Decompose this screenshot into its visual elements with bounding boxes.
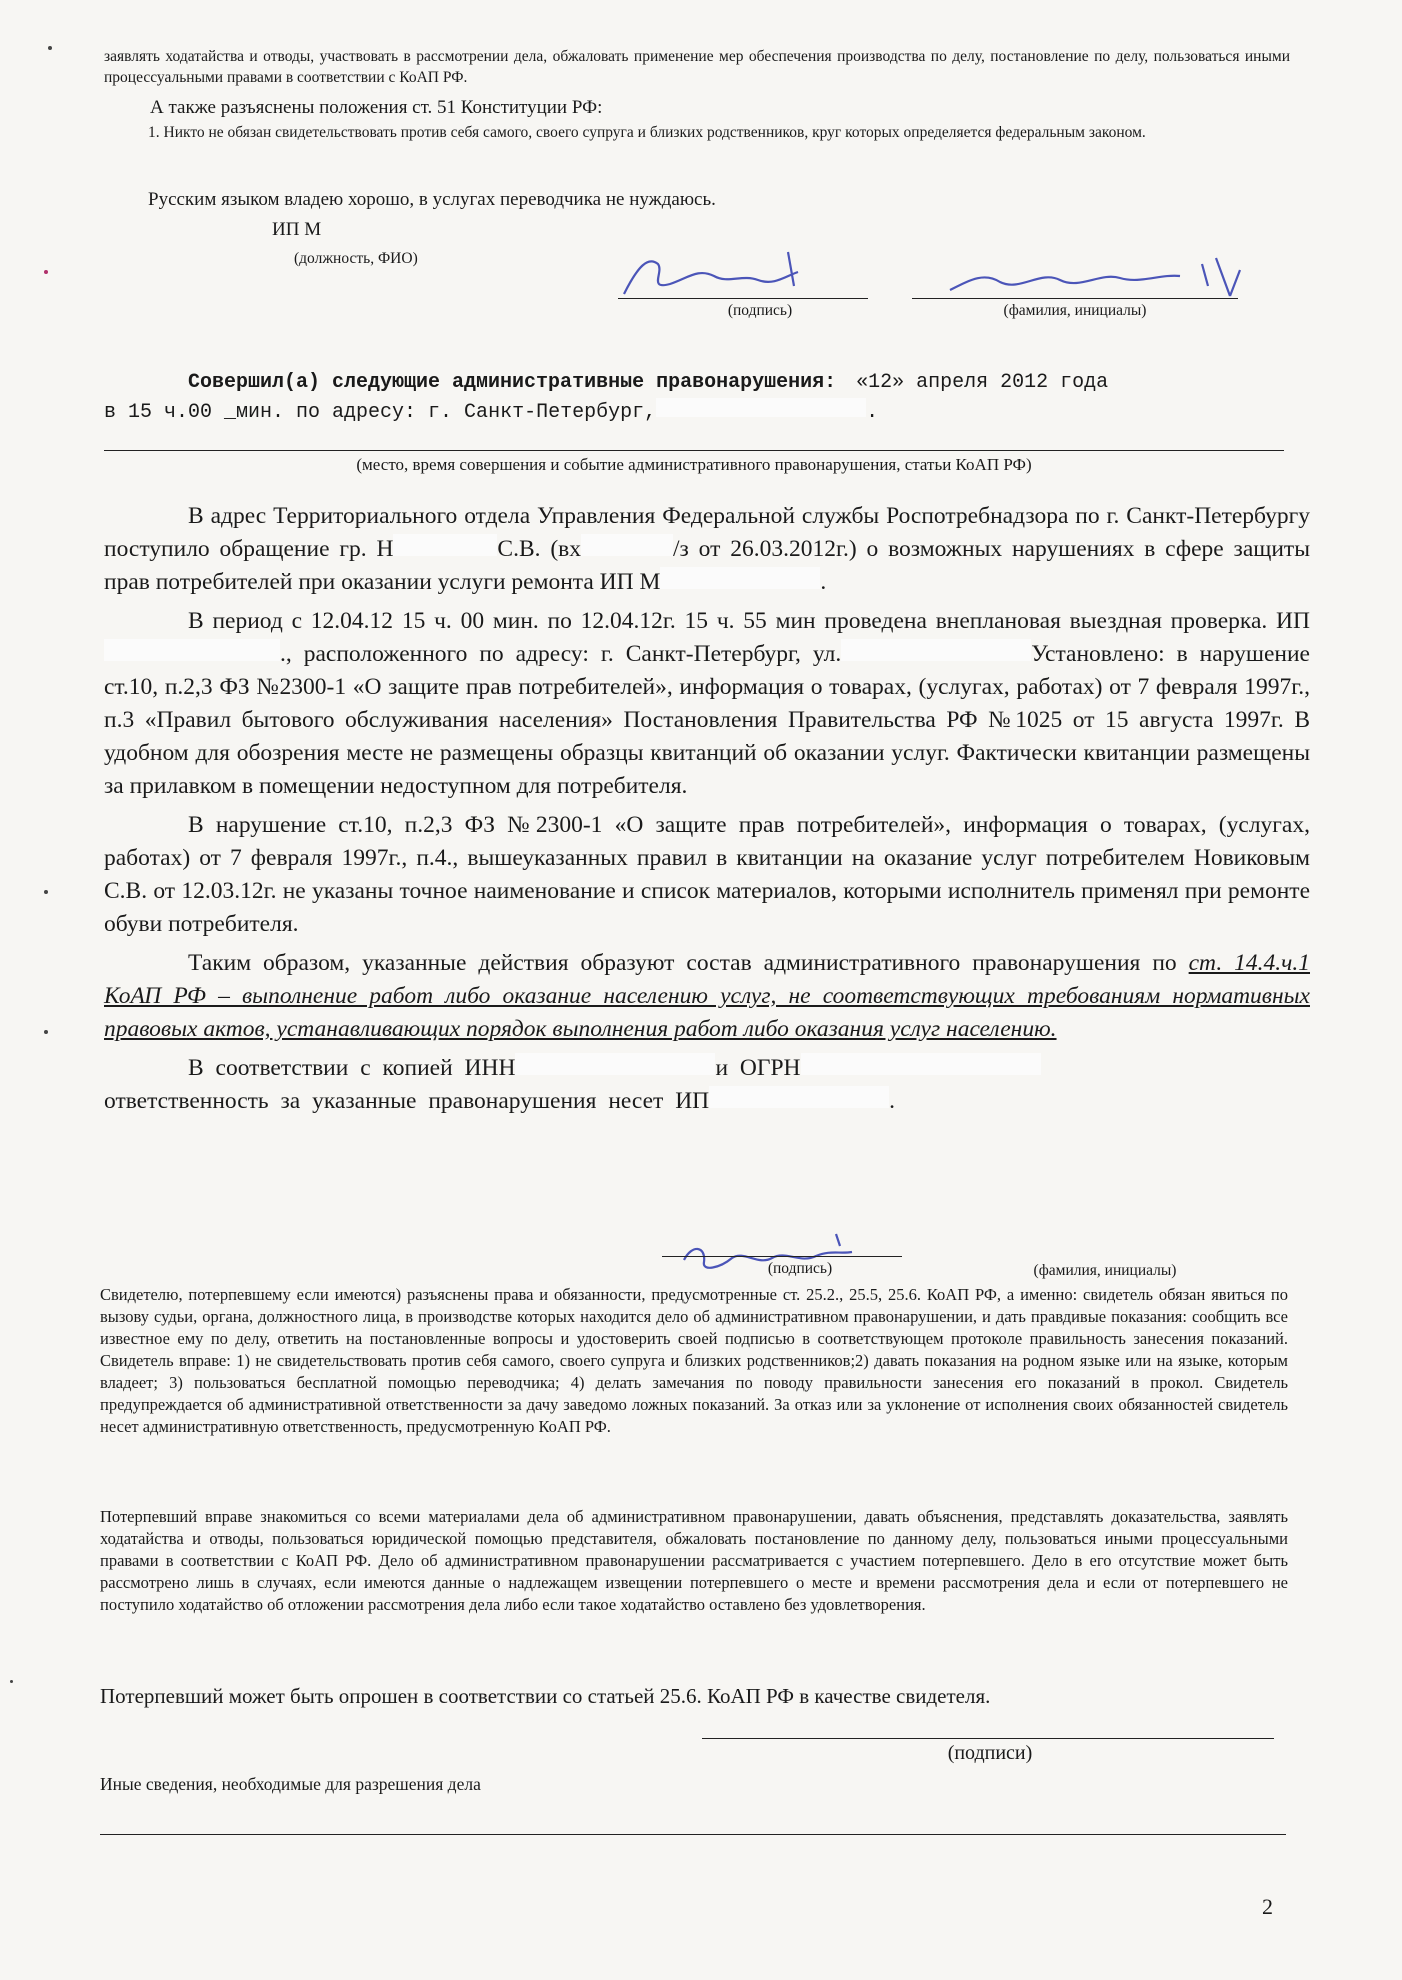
surname-caption: (фамилия, инициалы) [1003,302,1147,319]
paragraph-3: В нарушение ст.10, п.2,3 ФЗ №2300-1 «О защите прав потребителей», информация о товарах, (услугах, работах) от 7 февраля 1997г., п.4., вышеуказанных правил в квитанции на оказание услуг потребителем Новиковым С.В. от 12.03.12г. не указаны точное наименование и список материалов, которыми исполнитель применял при ремонте обуви потребителя. [104,812,1310,937]
other-info-line [100,1834,1286,1835]
redacted-block [656,398,866,417]
signature-caption: (подпись) [727,302,793,319]
offense-caption: (место, время совершения и событие административного правонарушения, статьи КоАП РФ) [356,455,1032,474]
redacted-block [581,534,673,556]
signatures-line [702,1738,1274,1739]
paragraph-5: В соответствии с копией ИНН и ОГРН ответственность за указанные правонарушения несет ИП . [104,1052,1310,1118]
signature-caption-2: (подпись) [767,1260,833,1277]
scan-speck [44,1030,48,1034]
witness-rights: Свидетелю, потерпевшему если имеются) разъяснены права и обязанности, предусмотренные ст. 25.2., 25.5, 25.6. КоАП РФ, а именно: свидетель обязан явиться по вызову судьи, органа, должностного лица, в производстве которых находится дело об административном правонарушении, и дать правдивые показания: сообщить все известное ему по делу, ответить на постановленные вопросы и удостоверить своей подписью в соответствующем протоколе правильность занесения показаний. Свидетель вправе: 1) не свидетельствовать против себя самого, своего супруга и близких родственников;2) давать показания на родном языке или на языке, которым владеет; 3) пользоваться бесплатной помощью переводчика; 4) делать замечания по поводу правильности занесения его показаний в прокол. Свидетель предупреждается об административной ответственности за дачу заведомо ложных показаний. За отказ или за уклонение от исполнения своих обязанностей свидетель несет административную ответственность, предусмотренную КоАП РФ. [100,1285,1288,1436]
paragraph-2: В период с 12.04.12 15 ч. 00 мин. по 12.04.12г. 15 ч. 55 мин проведена внеплановая выездная проверка. ИП., расположенного по адресу: г. Санкт-Петербург, ул. Установлено: в нарушение ст.10, п.2,3 ФЗ №2300-1 «О защите прав потребителей», информация о товарах, (услугах, работах) от 7 февраля 1997г., п.3 «Правил бытового обслуживания населения» Постановления Правительства РФ №1025 от 15 августа 1997г. В удобном для обозрения месте не размещены образцы квитанций об оказании услуг. Фактически квитанции размещены за прилавком в помещении недоступном для потребителя. [104,608,1310,799]
handwritten-signature [618,246,838,306]
other-info-label: Иные сведения, необходимые для разрешения дела [100,1774,481,1794]
redacted-block [660,567,820,589]
scan-speck [48,46,52,50]
paragraph-1: В адрес Территориального отдела Управления Федеральной службы Роспотребнадзора по г. Санкт-Петербургу поступило обращение гр. Н С.В. (вх /з от 26.03.2012г.) о возможных нарушениях в сфере защиты прав потребителей при оказании услуги ремонта ИП М . [104,503,1310,595]
offense-article: ст. 14.4.ч.1 КоАП РФ – выполнение работ либо оказание населению услуг, не соответствующих требованиям нормативных правовых актов, устанавливающих порядок выполнения работ либо оказания услуг населению. [104,950,1310,1042]
offense-block: Совершил(а) следующие административные правонарушения: «12» апреля 2012 года в 15 ч.00 _мин. по адресу: г. Санкт-Петербург, . [104,371,1109,424]
redacted-block [393,534,497,556]
redacted-block [104,639,280,661]
constitution-text: 1. Никто не обязан свидетельствовать против себя самого, своего супруга и близких родственников, круг которых определяется федеральным законом. [148,124,1146,141]
position-caption: (должность, ФИО) [294,250,418,267]
redacted-block [841,639,1031,661]
victim-as-witness: Потерпевший может быть опрошен в соответствии со статьей 25.6. КоАП РФ в качестве свидетеля. [100,1684,991,1708]
signature-line-2 [662,1256,902,1257]
scan-speck [44,890,48,894]
paragraph-4: Таким образом, указанные действия образуют состав административного правонарушения по ст. 14.4.ч.1 КоАП РФ – выполнение работ либо оказание населению услуг, не соответствующих требованиям нормативных правовых актов, устанавливающих порядок выполнения работ либо оказания услуг населению. [104,950,1310,1042]
surname-caption-2: (фамилия, инициалы) [1033,1262,1177,1279]
constitution-title: А также разъяснены положения ст. 51 Конституции РФ: [150,97,603,118]
ip-name: ИП М [272,219,322,240]
victim-rights: Потерпевший вправе знакомиться со всеми материалами дела об административном правонарушении, давать объяснения, представлять доказательства, заявлять ходатайства и отводы, пользоваться юридической помощью представителя, обжаловать постановление по данному делу, пользоваться иными процессуальными правами в соответствии с КоАП РФ. Дело об административном правонарушении рассматривается с участием потерпевшего. Дело в его отсутствие может быть рассмотрено лишь в случаях, если имеются данные о надлежащем извещении потерпевшего о месте и времени рассмотрения дела и если от потерпевшего не поступило ходатайство об отложении рассмотрения дела либо если такое ходатайство оставлено без удовлетворения. [100,1507,1288,1614]
main-body [104,500,1310,1118]
scan-speck [10,1680,13,1683]
offense-time-address: в 15 ч.00 _мин. по адресу: г. Санкт-Петербург, [104,401,657,424]
rights-continuation: заявлять ходатайства и отводы, участвовать в рассмотрении дела, обжаловать применение мер обеспечения производства по делу, постановление по делу, пользоваться иными процессуальными правами в соответствии с КоАП РФ. [104,48,1290,86]
page-number: 2 [1262,1894,1273,1919]
signature-line [618,298,868,299]
offense-date: «12» апреля 2012 года [856,371,1109,394]
language-statement: Русским языком владею хорошо, в услугах переводчика не нуждаюсь. [148,189,716,210]
offense-line [104,450,1284,451]
redacted-block [709,1086,889,1108]
surname-line [912,298,1238,299]
redacted-block [801,1053,1041,1075]
offense-label: Совершил(а) следующие административные правонарушения: [188,371,837,394]
signatures-caption: (подписи) [947,1742,1033,1764]
scan-speck [44,270,48,274]
redacted-block [515,1053,715,1075]
